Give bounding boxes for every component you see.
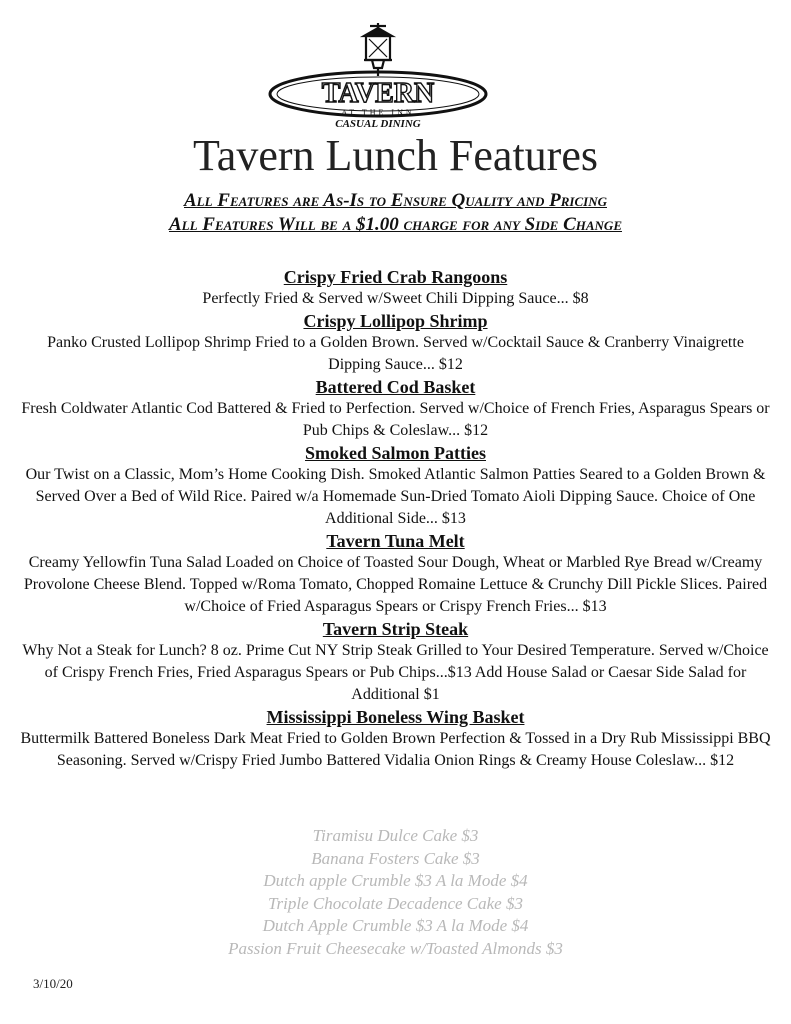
menu-item-tuna-melt: [20, 530, 771, 618]
logo-tagline: CASUAL DINING: [335, 118, 421, 130]
menu-item-strip-steak: [20, 618, 771, 706]
item-name: Smoked Salmon Patties: [304, 443, 486, 463]
dessert-item: Passion Fruit Cheesecake w/Toasted Almonds $3: [228, 938, 563, 958]
tavern-logo: [258, 20, 498, 130]
item-description: Why Not a Steak for Lunch? 8 oz. Prime Cut NY Strip Steak Grilled to Your Desired Temperature. Served w/Choice of Crispy French Fries, Fried Asparagus Spears or Pub Chips...$13 Add House Salad or Caesar Side Salad for Additional $1: [22, 642, 769, 703]
item-name: Battered Cod Basket: [315, 377, 476, 397]
item-name: Tavern Strip Steak: [322, 619, 469, 639]
menu-list: [20, 266, 771, 772]
item-description: Perfectly Fried & Served w/Sweet Chili Dipping Sauce... $8: [202, 290, 589, 307]
item-name: Crispy Fried Crab Rangoons: [283, 267, 508, 287]
menu-item-salmon-patties: [20, 442, 771, 530]
logo-sub: AT THE INN: [341, 108, 415, 117]
notice-side-change: All Features Will be a $1.00 charge for any Side Change: [168, 214, 622, 235]
item-name: Tavern Tuna Melt: [326, 531, 465, 551]
dessert-item: Banana Fosters Cake $3: [311, 848, 480, 868]
dessert-item: Dutch Apple Crumble $3 A la Mode $4: [262, 916, 529, 935]
menu-item-crab-rangoons: [20, 266, 771, 310]
menu-date: 3/10/20: [33, 976, 73, 991]
dessert-item: Tiramisu Dulce Cake $3: [312, 826, 479, 845]
page-title: Tavern Lunch Features: [193, 131, 598, 180]
dessert-item: Dutch apple Crumble $3 A la Mode $4: [263, 871, 528, 890]
menu-item-cod-basket: [20, 376, 771, 442]
item-description: Panko Crusted Lollipop Shrimp Fried to a Golden Brown. Served w/Cocktail Sauce & Cranberry Vinaigrette Dipping Sauce... $12: [47, 334, 744, 373]
notice-quality: All Features are As-Is to Ensure Quality and Pricing: [184, 190, 607, 211]
item-description: Our Twist on a Classic, Mom’s Home Cooking Dish. Smoked Atlantic Salmon Patties Seared to a Golden Brown & Served Over a Bed of Wild Rice. Paired w/a Homemade Sun-Dried Tomato Aioli Dipping Sauce. Choice of One Additional Side... $13: [25, 466, 766, 527]
item-description: Fresh Coldwater Atlantic Cod Battered & Fried to Perfection. Served w/Choice of French Fries, Asparagus Spears or Pub Chips & Coleslaw... $12: [21, 400, 770, 439]
logo-name: TAVERN: [321, 78, 435, 109]
item-description: Creamy Yellowfin Tuna Salad Loaded on Choice of Toasted Sour Dough, Wheat or Marbled Rye Bread w/Creamy Provolone Cheese Blend. Topped w/Roma Tomato, Chopped Romaine Lettuce & Crunchy Dill Pickle Slices. Paired w/Choice of Fried Asparagus Spears or Crispy French Fries... $13: [23, 554, 768, 615]
item-name: Mississippi Boneless Wing Basket: [266, 707, 525, 727]
dessert-list: [0, 825, 791, 960]
menu-item-wing-basket: [20, 706, 771, 772]
item-description: Buttermilk Battered Boneless Dark Meat Fried to Golden Brown Perfection & Tossed in a Dry Rub Mississippi BBQ Seasoning. Served w/Crispy Fried Jumbo Battered Vidalia Onion Rings & Creamy House Coleslaw... $12: [20, 730, 771, 769]
item-name: Crispy Lollipop Shrimp: [303, 311, 488, 331]
menu-item-lollipop-shrimp: [20, 310, 771, 376]
dessert-item: Triple Chocolate Decadence Cake $3: [268, 893, 523, 913]
lantern-logo-graphic: [258, 20, 498, 130]
